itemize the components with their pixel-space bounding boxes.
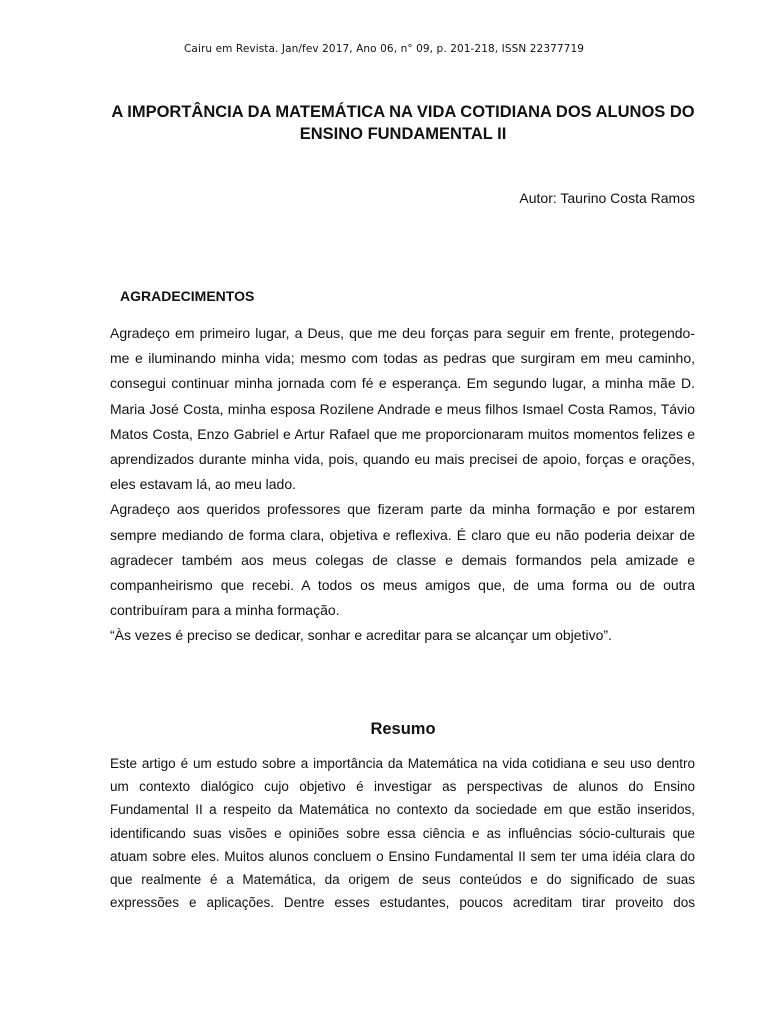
abstract-paragraph: Este artigo é um estudo sobre a importância da Matemática na vida cotidiana e seu uso dentro um contexto dialógico cujo objetivo é investigar as perspectivas de alunos do Ensino Fundamental II a respeito da Matemática no contexto da sociedade em que estão inseridos, identificando suas visões e opiniões sobre essa ciência e as influências sócio-culturais que atuam sobre eles. Muitos alunos concluem o Ensino Fundamental II sem ter uma idéia clara do que realmente é a Matemática, da origem de seus conteúdos e do significado de suas expressões e aplicações. Dentre esses estudantes, poucos acreditam tirar proveito dos [110, 756, 695, 911]
acknowledgements-quote: “Às vezes é preciso se dedicar, sonhar e acreditar para se alcançar um objetivo”. [110, 627, 612, 644]
acknowledgements-paragraph: Agradeço aos queridos professores que fizeram parte da minha formação e por estarem sempre mediando de forma clara, objetiva e reflexiva. É claro que eu não poderia deixar de agradecer também aos meus colegas de classe e demais formandos pela amizade e companheirismo que recebi. A todos os meus amigos que, de uma forma ou de outra contribuíram para a minha formação. [110, 501, 695, 619]
acknowledgements-heading: AGRADECIMENTOS [120, 288, 255, 304]
abstract-body [110, 752, 695, 914]
acknowledgements-paragraph: Agradeço em primeiro lugar, a Deus, que me deu forças para seguir em frente, protegendo-me e iluminando minha vida; mesmo com todas as pedras que surgiram em meu caminho, consegui continuar minha jornada com fé e esperança. Em segundo lugar, a minha mãe D. Maria José Costa, minha esposa Rozilene Andrade e meus filhos Ismael Costa Ramos, Távio Matos Costa, Enzo Gabriel e Artur Rafael que me proporcionaram muitos momentos felizes e aprendizados durante minha vida, pois, quando eu mais precisei de apoio, forças e orações, eles estavam lá, ao meu lado. [110, 325, 695, 493]
journal-header: Cairu em Revista. Jan/fev 2017, Ano 06, n° 09, p. 201-218, ISSN 22377719 [183, 43, 585, 55]
acknowledgements-body [110, 321, 695, 649]
abstract-heading: Resumo [370, 720, 436, 738]
article-title: A IMPORTÂNCIA DA MATEMÁTICA NA VIDA COTIDIANA DOS ALUNOS DO ENSINO FUNDAMENTAL II [111, 103, 695, 143]
article-author: Autor: Taurino Costa Ramos [519, 190, 695, 206]
